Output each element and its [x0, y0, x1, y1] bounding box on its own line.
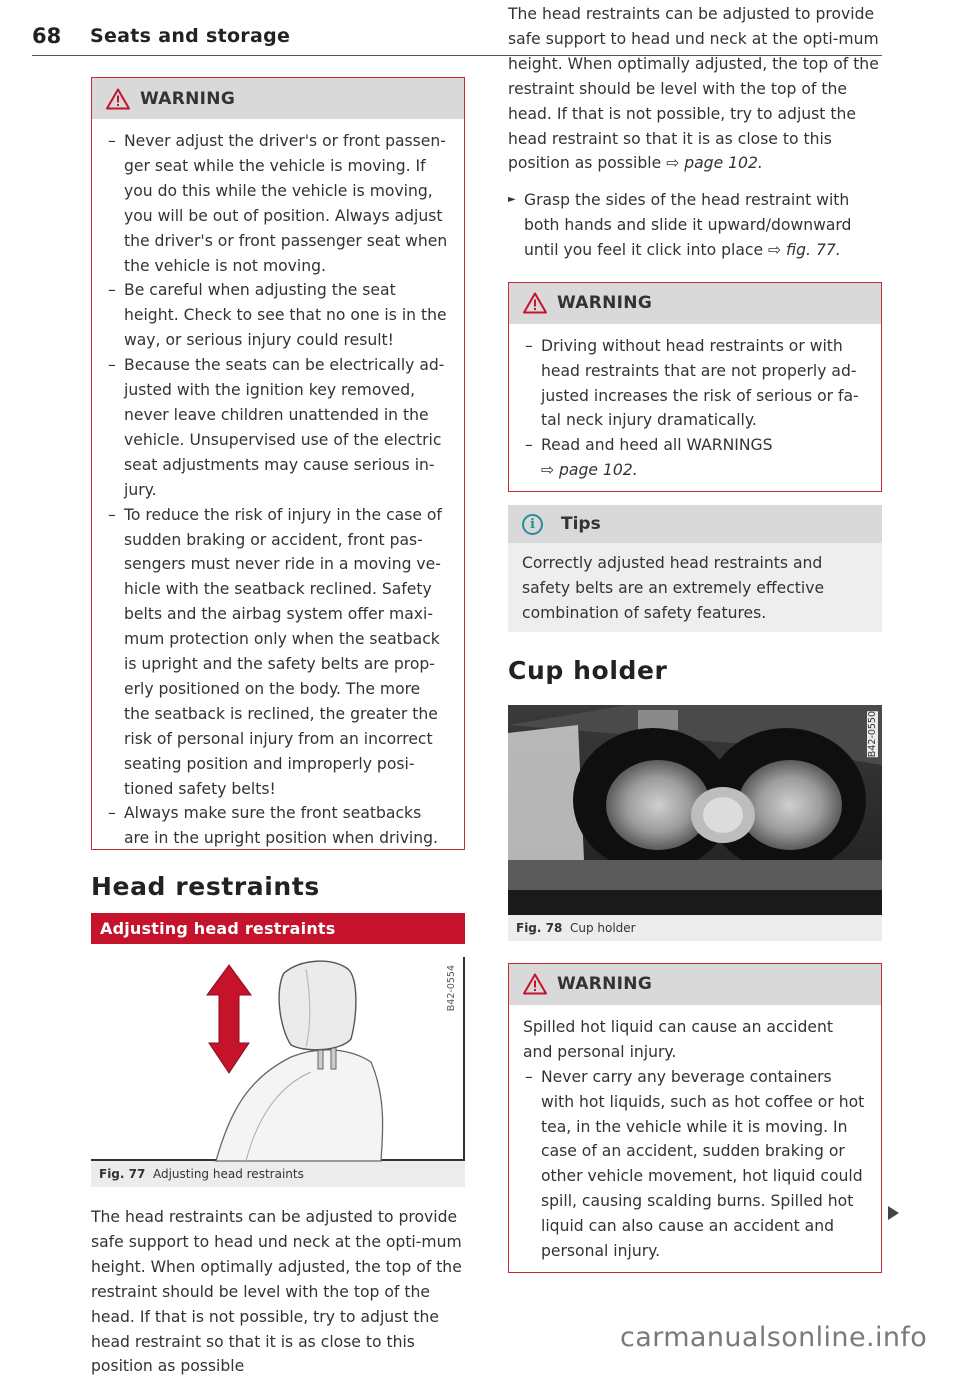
warning-box-seat: [91, 77, 465, 850]
figure-label: Fig. 77: [99, 1167, 146, 1181]
figure-78: [508, 705, 882, 915]
warning-item: – To reduce the risk of injury in the case of sudden braking or accident, front pas-sengers must never ride in a moving ve-hicle with the seatback reclined. Safety belts and the airbag system offer maxi-mum protection only when the seatback is upright and the safety belts are prop-erly positioned on the body. The more the seatback is reclined, the greater the risk of personal injury from an incorrect seating position and improperly posi-tioned safety belts!: [106, 503, 450, 802]
figure-caption-text: Adjusting head restraints: [152, 1167, 304, 1181]
right-column: [508, 5, 882, 1273]
warning-item: – Always make sure the front seatbacks are in the upright position when driving.: [106, 801, 450, 851]
warning-item: – Driving without head restraints or with head restraints that are not properly ad-justed increases the risk of serious or fa-tal neck injury dramatically.: [523, 334, 867, 434]
tips-text: Correctly adjusted head restraints and safety belts are an extremely effective combination of safety features.: [508, 543, 882, 632]
warning-intro: Spilled hot liquid can cause an accident and personal injury.: [523, 1017, 833, 1061]
warning-body: [509, 1005, 881, 1272]
warning-title: WARNING: [140, 88, 236, 109]
head-restraint-illustration: [91, 957, 461, 1161]
section-title: Seats and storage: [90, 25, 291, 47]
continue-arrow-icon: [888, 1206, 899, 1220]
warning-item: – Never carry any beverage containers with hot liquids, such as hot coffee or hot tea, in the vehicle while it is moving. In case of an accident, sudden braking or other vehicle movement, hot liquid could spill, causing scalding burns. Spilled hot liquid can also cause an accident and personal injury.: [523, 1065, 867, 1264]
left-column: [91, 77, 465, 1376]
warning-body: [92, 119, 464, 859]
figure-77: [91, 957, 465, 1161]
figure-reference: ⇨ fig. 77.: [768, 240, 841, 259]
figure-caption: [508, 915, 882, 941]
section-heading-head-restraints: Head restraints: [91, 872, 320, 901]
page-reference: ⇨ page 102.: [541, 461, 638, 480]
instruction-step: ► Grasp the sides of the head restraint with both hands and slide it upward/downward until you feel it click into place ⇨ fig. 77.: [508, 188, 882, 263]
warning-item: – Be careful when adjusting the seat height. Check to see that no one is in the way, or serious injury could result!: [106, 278, 450, 353]
section-heading-cup-holder: Cup holder: [508, 655, 668, 685]
warning-item: – Read and heed all WARNINGS ⇨ page 102.: [523, 433, 867, 483]
subsection-bar: Adjusting head restraints: [91, 913, 465, 944]
page-number: 68: [32, 24, 62, 48]
warning-box-head-restraints: [508, 282, 882, 492]
figure-caption: [91, 1161, 465, 1187]
tips-header: [508, 505, 882, 543]
warning-title: WARNING: [557, 293, 653, 314]
intro-text: The head restraints can be adjusted to provide safe support to head und neck at the opti-mum height. When optimally adjusted, the top of the restraint should be level with the top of the head. If that is not possible, try to adjust the head restraint so that it is as close to this position as possible: [91, 1208, 462, 1376]
up-down-arrow-icon: [207, 965, 251, 1073]
watermark: carmanualsonline.info: [620, 1322, 928, 1353]
warning-item: – Never adjust the driver's or front passen-ger seat while the vehicle is moving. If you do this while the vehicle is moving, you will be out of position. Always adjust the driver's or front passenger seat when the vehicle is not moving.: [106, 129, 450, 278]
figure-code: B42-0550: [867, 710, 878, 758]
warning-triangle-icon: [523, 292, 547, 314]
warning-triangle-icon: [523, 973, 547, 995]
warning-title: WARNING: [557, 974, 653, 995]
head-restraints-intro-continued: The head restraints can be adjusted to provide safe support to head und neck at the opti-mum height. When optimally adjusted, the top of the restraint should be level with the top of the head. If that is not possible, try to adjust the head restraint so that it is as close to this position as possible ⇨ page 102.: [508, 5, 879, 173]
warning-body: [509, 324, 881, 491]
page-reference: ⇨ page 102.: [666, 154, 763, 173]
figure-label: Fig. 78: [516, 920, 563, 935]
figure-code: B42-0554: [446, 965, 457, 1012]
warning-item: – Because the seats can be electrically ad-justed with the ignition key removed, never leave children unattended in the vehicle. Unsupervised use of the electric seat adjustments may cause serious in-jury.: [106, 353, 450, 502]
warning-box-cup-holder: [508, 963, 882, 1273]
cup-holder-photo: [508, 705, 882, 915]
warning-triangle-icon: [106, 88, 130, 110]
warning-header: [92, 78, 464, 119]
warning-header: [509, 964, 881, 1005]
warning-header: [509, 283, 881, 324]
tips-title: Tips: [561, 514, 601, 535]
info-icon: i: [522, 514, 543, 535]
figure-caption-text: Cup holder: [569, 920, 636, 935]
head-restraints-intro-start: [91, 1205, 465, 1376]
tips-box: [508, 505, 882, 632]
